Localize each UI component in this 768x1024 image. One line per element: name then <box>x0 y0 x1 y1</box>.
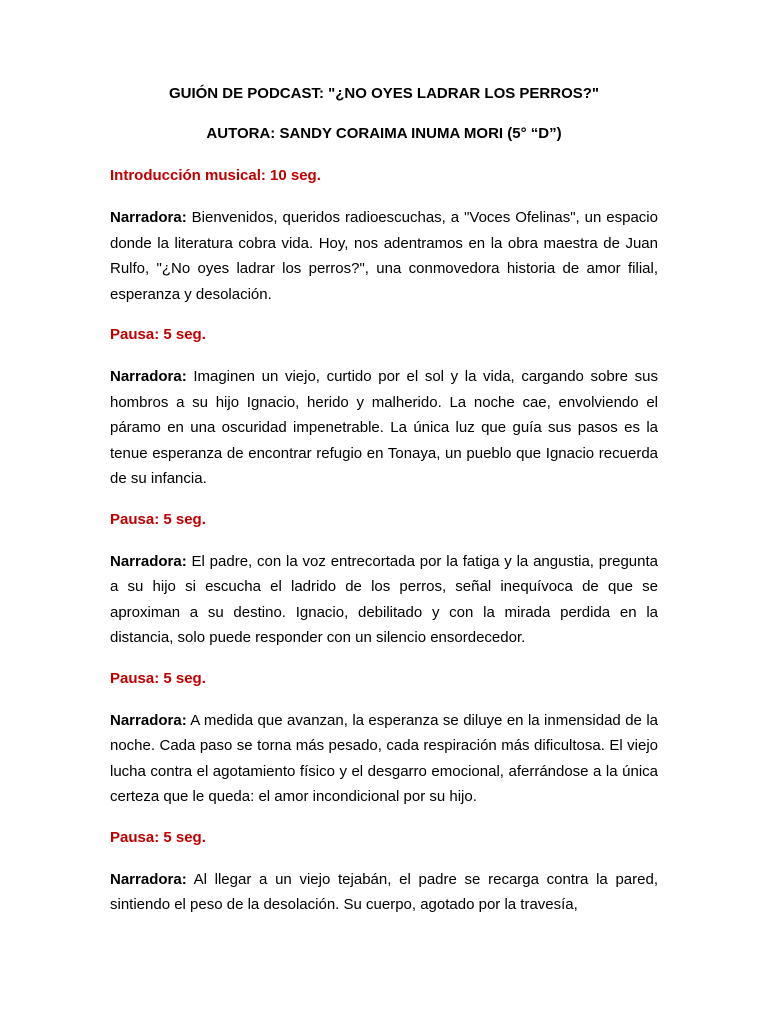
document-title: GUIÓN DE PODCAST: "¿NO OYES LADRAR LOS PERROS?" <box>168 85 600 102</box>
narration-paragraph-5 <box>110 867 658 918</box>
narration-text: Al llegar a un viejo tejabán, el padre se recarga contra la pared, sintiendo el peso de la desolación. Su cuerpo, agotado por la travesía, <box>110 870 658 913</box>
speaker-label: Narradora: <box>110 368 187 385</box>
narration-text: El padre, con la voz entrecortada por la fatiga y la angustia, pregunta a su hijo si escucha el ladrido de los perros, señal inequívoca de que se aproximan a su destino. Ignacio, debilitado y con la mirada perdida en la distancia, solo puede responder con un silencio ensordecedor. <box>110 552 658 646</box>
author-line: AUTORA: SANDY CORAIMA INUMA MORI (5° “D”) <box>206 125 562 142</box>
narration-paragraph-1 <box>110 205 658 307</box>
narration-text: A medida que avanzan, la esperanza se diluye en la inmensidad de la noche. Cada paso se torna más pesado, cada respiración más dificultosa. El viejo lucha contra el agotamiento físico y el desgarro emocional, aferrándose a la única certeza que le queda: el amor incondicional por su hijo. <box>110 711 658 805</box>
speaker-label: Narradora: <box>110 209 187 226</box>
narration-paragraph-2 <box>110 364 658 492</box>
speaker-label: Narradora: <box>110 552 187 570</box>
speaker-label: Narradora: <box>110 711 187 729</box>
narration-paragraph-3 <box>110 549 658 651</box>
cue-pause-3: Pausa: 5 seg. <box>110 669 206 687</box>
narration-paragraph-4 <box>110 708 658 810</box>
cue-pause-4: Pausa: 5 seg. <box>110 828 206 846</box>
narration-text: Imaginen un viejo, curtido por el sol y la vida, cargando sobre sus hombros a su hijo Ignacio, herido y malherido. La noche cae, envolviendo el páramo en una oscuridad impenetrable. La única luz que guía sus pasos es la tenue esperanza de encontrar refugio en Tonaya, un pueblo que Ignacio recuerda de su infancia. <box>110 368 658 487</box>
cue-pause-2: Pausa: 5 seg. <box>110 510 206 528</box>
narration-text: Bienvenidos, queridos radioescuchas, a "Voces Ofelinas", un espacio donde la literatura cobra vida. Hoy, nos adentramos en la obra maestra de Juan Rulfo, "¿No oyes ladrar los perros?", una conmovedora historia de amor filial, esperanza y desolación. <box>110 209 658 303</box>
speaker-label: Narradora: <box>110 870 187 888</box>
cue-pause-1: Pausa: 5 seg. <box>110 326 206 343</box>
cue-intro-music: Introducción musical: 10 seg. <box>110 167 321 184</box>
